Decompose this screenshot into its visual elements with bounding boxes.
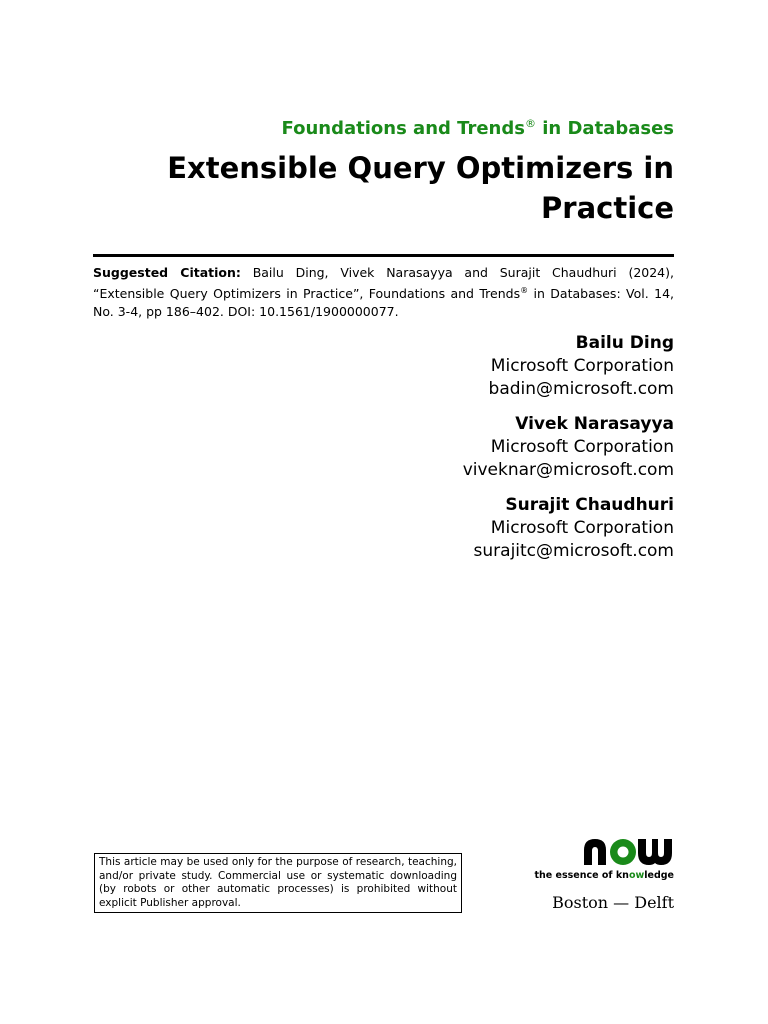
author-email: viveknar@microsoft.com bbox=[462, 460, 674, 480]
journal-name-series: in Databases bbox=[535, 118, 674, 139]
publisher-logo bbox=[514, 836, 674, 881]
author-name: Bailu Ding bbox=[575, 333, 674, 353]
title-divider bbox=[93, 254, 674, 257]
author-block bbox=[274, 494, 674, 563]
page-title: Extensible Query Optimizers in Practice bbox=[167, 151, 674, 225]
tagline-kn: kn bbox=[615, 870, 629, 881]
registered-mark: ® bbox=[524, 117, 536, 130]
author-list bbox=[274, 332, 674, 575]
citation-label: Suggested Citation: bbox=[93, 265, 241, 280]
suggested-citation bbox=[93, 264, 674, 321]
author-email: badin@microsoft.com bbox=[488, 379, 674, 399]
tagline-part1: the essence of bbox=[534, 870, 616, 881]
author-affiliation: Microsoft Corporation bbox=[490, 356, 674, 376]
author-affiliation: Microsoft Corporation bbox=[490, 518, 674, 538]
author-name: Vivek Narasayya bbox=[515, 414, 674, 434]
author-name: Surajit Chaudhuri bbox=[505, 495, 674, 515]
citation-registered-mark: ® bbox=[520, 286, 529, 295]
author-email: surajitc@microsoft.com bbox=[473, 541, 674, 561]
now-logo-icon bbox=[582, 836, 674, 866]
publisher-tagline bbox=[514, 870, 674, 881]
usage-notice: This article may be used only for the purpose of research, teaching, and/or private study. Commercial use or systematic downloading (by robots or other automatic processes) is prohibited without explicit Publisher approval. bbox=[94, 853, 462, 913]
tagline-part2: ledge bbox=[644, 870, 674, 881]
tagline-ow: ow bbox=[628, 870, 645, 881]
journal-name bbox=[282, 117, 674, 139]
author-affiliation: Microsoft Corporation bbox=[490, 437, 674, 457]
publisher-locations: Boston — Delft bbox=[552, 893, 674, 912]
citation-text-part1: Bailu Ding, Vivek Narasayya and Surajit Chaudhuri (2024), “Extensible Query Optimizers in Practice”, Foundations and Trends bbox=[93, 265, 674, 302]
author-block bbox=[274, 332, 674, 401]
author-block bbox=[274, 413, 674, 482]
citation-text-part2: in Databases: Vol. 14, No. 3-4, pp 186–402. DOI: 10.1561/1900000077. bbox=[93, 286, 674, 320]
journal-name-main: Foundations and Trends bbox=[281, 118, 525, 139]
